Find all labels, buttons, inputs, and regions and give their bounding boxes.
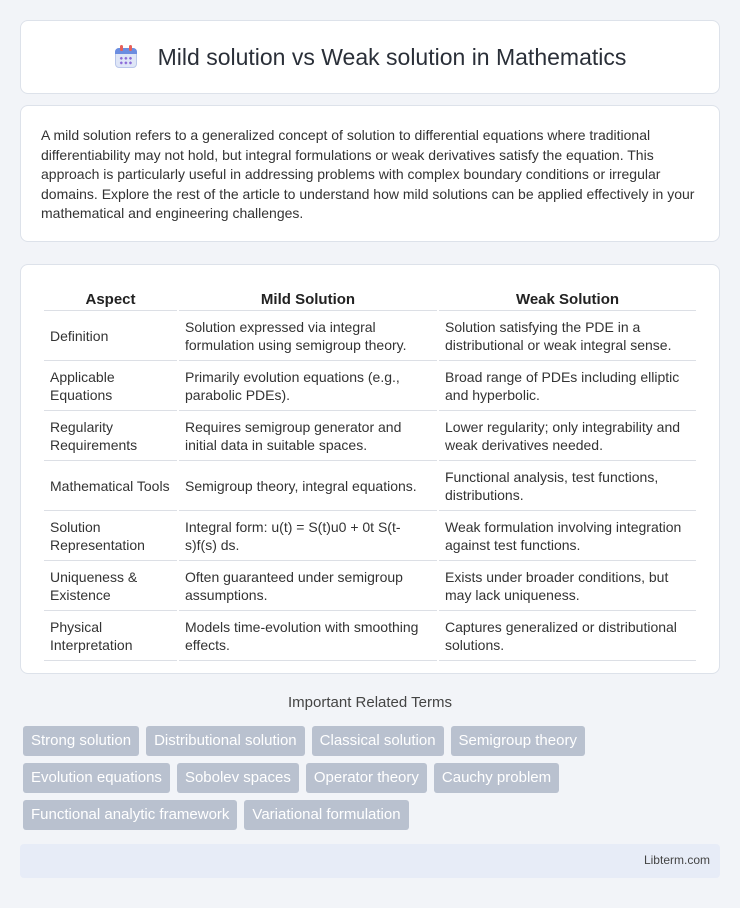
intro-text: A mild solution refers to a generalized concept of solution to differential equations where traditional differentiability may not hold, but integral formulations or weak derivatives satisfy the equation. This approach is particularly useful in addressing problems with complex boundary conditions or irregular domains. Explore the rest of the article to understand how mild solutions can be applied effectively in your mathematical and engineering challenges. [41,127,695,222]
aspect-cell: Uniqueness & Existence [44,561,177,611]
aspect-cell: Definition [44,311,177,361]
weak-cell: Weak formulation involving integration against test functions. [439,511,696,561]
footer-site-link[interactable]: Libterm.com [643,853,710,867]
mild-cell: Requires semigroup generator and initial data in suitable spaces. [179,411,437,461]
related-term-tag[interactable]: Sobolev spaces [177,763,299,793]
intro-card [20,105,720,242]
calendar-icon [114,45,138,69]
footer [20,844,720,878]
column-header-aspect: Aspect [44,285,177,311]
comparison-table [42,285,698,661]
related-term-tag[interactable]: Distributional solution [146,726,305,756]
mild-cell: Solution expressed via integral formulation using semigroup theory. [179,311,437,361]
comparison-card [20,264,720,674]
related-terms-list [23,726,703,830]
weak-cell: Broad range of PDEs including elliptic and hyperbolic. [439,361,696,411]
table-row [44,511,696,561]
mild-cell: Primarily evolution equations (e.g., parabolic PDEs). [179,361,437,411]
table-row [44,361,696,411]
mild-cell: Integral form: u(t) = S(t)u0 + 0t S(t-s)f(s) ds. [179,511,437,561]
weak-cell: Exists under broader conditions, but may lack uniqueness. [439,561,696,611]
table-row [44,561,696,611]
header-card [20,20,720,94]
aspect-cell: Solution Representation [44,511,177,561]
related-term-tag[interactable]: Functional analytic framework [23,800,237,830]
related-term-tag[interactable]: Strong solution [23,726,139,756]
aspect-cell: Physical Interpretation [44,611,177,661]
weak-cell: Lower regularity; only integrability and weak derivatives needed. [439,411,696,461]
table-row [44,611,696,661]
related-term-tag[interactable]: Semigroup theory [451,726,585,756]
mild-cell: Often guaranteed under semigroup assumptions. [179,561,437,611]
related-term-tag[interactable]: Evolution equations [23,763,170,793]
related-term-tag[interactable]: Cauchy problem [434,763,559,793]
table-row [44,311,696,361]
weak-cell: Captures generalized or distributional solutions. [439,611,696,661]
mild-cell: Semigroup theory, integral equations. [179,461,437,511]
weak-cell: Solution satisfying the PDE in a distributional or weak integral sense. [439,311,696,361]
related-term-tag[interactable]: Variational formulation [244,800,408,830]
mild-cell: Models time-evolution with smoothing effects. [179,611,437,661]
table-row [44,461,696,511]
aspect-cell: Mathematical Tools [44,461,177,511]
weak-cell: Functional analysis, test functions, distributions. [439,461,696,511]
table-row [44,411,696,461]
related-term-tag[interactable]: Classical solution [312,726,444,756]
aspect-cell: Regularity Requirements [44,411,177,461]
related-terms-heading: Important Related Terms [288,694,452,711]
page-title: Mild solution vs Weak solution in Mathematics [157,43,627,70]
column-header-mild: Mild Solution [179,285,437,311]
column-header-weak: Weak Solution [439,285,696,311]
aspect-cell: Applicable Equations [44,361,177,411]
table-header-row [44,285,696,311]
related-term-tag[interactable]: Operator theory [306,763,427,793]
